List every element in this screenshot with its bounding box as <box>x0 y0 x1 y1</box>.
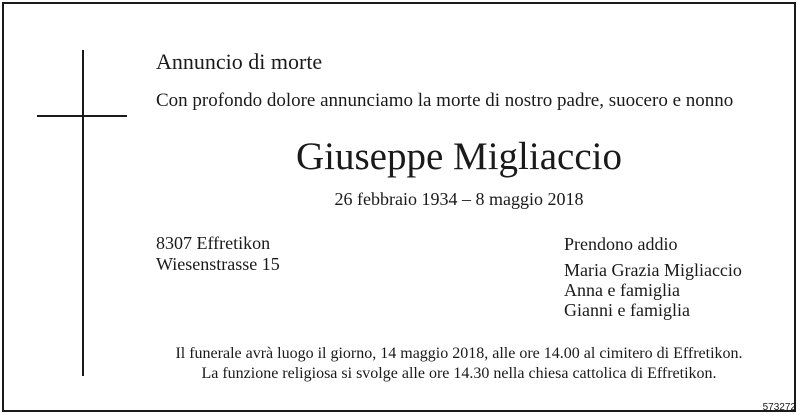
notice-intro: Con profondo dolore annunciamo la morte di nostro padre, suocero e nonno <box>156 90 734 111</box>
life-dates: 26 febbraio 1934 – 8 maggio 2018 <box>334 189 584 209</box>
address-line: Wiesenstrasse 15 <box>156 254 280 274</box>
address-block <box>156 233 280 275</box>
cross-icon-horizontal <box>37 115 127 117</box>
cross-icon-vertical <box>82 50 84 376</box>
mourner-item: Anna e famiglia <box>564 280 680 300</box>
mourner-item: Maria Grazia Migliaccio <box>564 260 742 280</box>
farewell-title: Prendono addio <box>564 234 678 254</box>
obituary-notice <box>2 2 796 412</box>
funeral-info <box>4 344 794 384</box>
deceased-name: Giuseppe Migliaccio <box>296 135 622 178</box>
funeral-line: La funzione religiosa si svolge alle ore 14.30 nella chiesa cattolica di Effretikon. <box>201 365 717 382</box>
funeral-line: Il funerale avrà luogo il giorno, 14 maggio 2018, alle ore 14.00 al cimitero di Effretikon. <box>175 345 743 362</box>
address-line: 8307 Effretikon <box>156 233 271 253</box>
mourner-item: Gianni e famiglia <box>564 300 690 320</box>
mourners-list <box>564 260 742 320</box>
reference-number: 573272 <box>762 402 796 413</box>
notice-heading: Annuncio di morte <box>156 49 323 74</box>
